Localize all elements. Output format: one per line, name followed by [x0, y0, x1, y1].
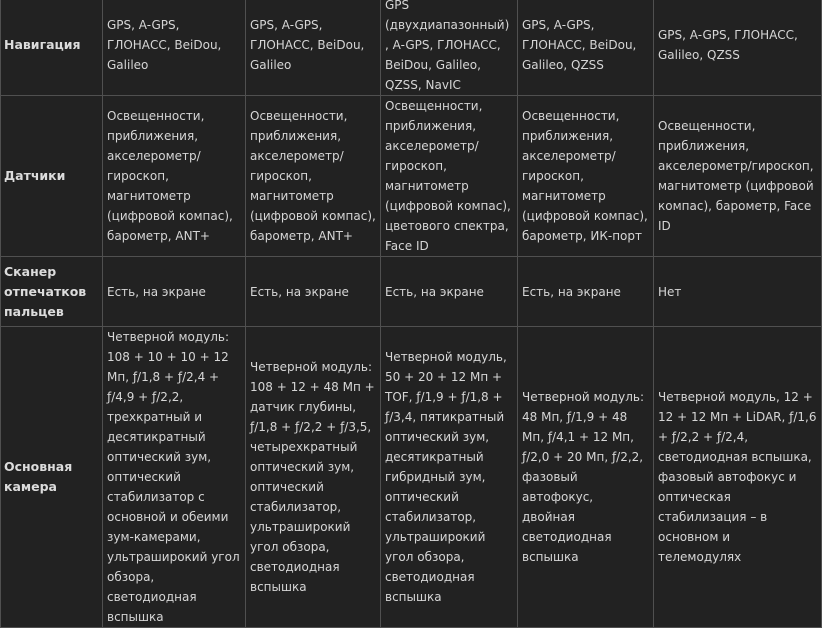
table-cell: Есть, на экране — [518, 257, 654, 327]
row-header-sensors: Датчики — [1, 96, 103, 257]
table-cell: GPS, A-GPS, ГЛОНАСС, BeiDou, Galileo — [246, 0, 381, 96]
table-cell: Нет — [654, 257, 822, 327]
table-cell: Освещенности, приближения, акселерометр/гироскоп, магнитометр (цифровой компас), барометр, ANT+ — [103, 96, 246, 257]
table-row-fingerprint — [1, 257, 822, 327]
table-cell: Есть, на экране — [246, 257, 381, 327]
row-header-main-camera: Основная камера — [1, 327, 103, 628]
table-cell: GPS (двухдиапазонный), A-GPS, ГЛОНАСС, BeiDou, Galileo, QZSS, NavIC — [381, 0, 518, 96]
table-row-navigation — [1, 0, 822, 96]
table-row-sensors — [1, 96, 822, 257]
table-cell: Четверной модуль: 108 + 12 + 48 Мп + датчик глубины, ƒ/1,8 + ƒ/2,2 + ƒ/3,5, четырехкратный оптический зум, оптический стабилизатор, ультраширокий угол обзора, светодиодная вспышка — [246, 327, 381, 628]
table-cell: Освещенности, приближения, акселерометр/гироскоп, магнитометр (цифровой компас), барометр, Face ID — [654, 96, 822, 257]
table-cell: GPS, A-GPS, ГЛОНАСС, BeiDou, Galileo — [103, 0, 246, 96]
row-header-navigation: Навигация — [1, 0, 103, 96]
table-cell: Есть, на экране — [381, 257, 518, 327]
table-cell: Четверной модуль: 48 Мп, ƒ/1,9 + 48 Мп, ƒ/4,1 + 12 Мп, ƒ/2,0 + 20 Мп, ƒ/2,2, фазовый автофокус, двойная светодиодная вспышка — [518, 327, 654, 628]
table-cell: GPS, A-GPS, ГЛОНАСС, BeiDou, Galileo, QZSS — [518, 0, 654, 96]
table-cell: Освещенности, приближения, акселерометр/ гироскоп, магнитометр (цифровой компас), цветового спектра, Face ID — [381, 96, 518, 257]
table-cell: Освещенности, приближения, акселерометр/ гироскоп, магнитометр (цифровой компас), барометр, ИК-порт — [518, 96, 654, 257]
table-cell: GPS, A-GPS, ГЛОНАСС, Galileo, QZSS — [654, 0, 822, 96]
table-cell: Четверной модуль, 12 + 12 + 12 Мп + LiDAR, ƒ/1,6 + ƒ/2,2 + ƒ/2,4, светодиодная вспышка, фазовый автофокус и оптическая стабилизация – в основном и телемодулях — [654, 327, 822, 628]
table-cell: Есть, на экране — [103, 257, 246, 327]
table-row-main-camera — [1, 327, 822, 628]
table-cell: Четверной модуль, 50 + 20 + 12 Мп + TOF, ƒ/1,9 + ƒ/1,8 + ƒ/3,4, пятикратный оптический зум, десятикратный гибридный зум, оптический стабилизатор, ультраширокий угол обзора, светодиодная вспышка — [381, 327, 518, 628]
table-cell: Освещенности, приближения, акселерометр/ гироскоп, магнитометр (цифровой компас), барометр, ANT+ — [246, 96, 381, 257]
row-header-fingerprint: Сканер отпечатков пальцев — [1, 257, 103, 327]
table-cell: Четверной модуль: 108 + 10 + 10 + 12 Мп, ƒ/1,8 + ƒ/2,4 + ƒ/4,9 + ƒ/2,2, трехкратный и десятикратный оптический зум, оптический стабилизатор с основной и обеими зум-камерами, ультраширокий угол обзора, светодиодная вспышка — [103, 327, 246, 628]
